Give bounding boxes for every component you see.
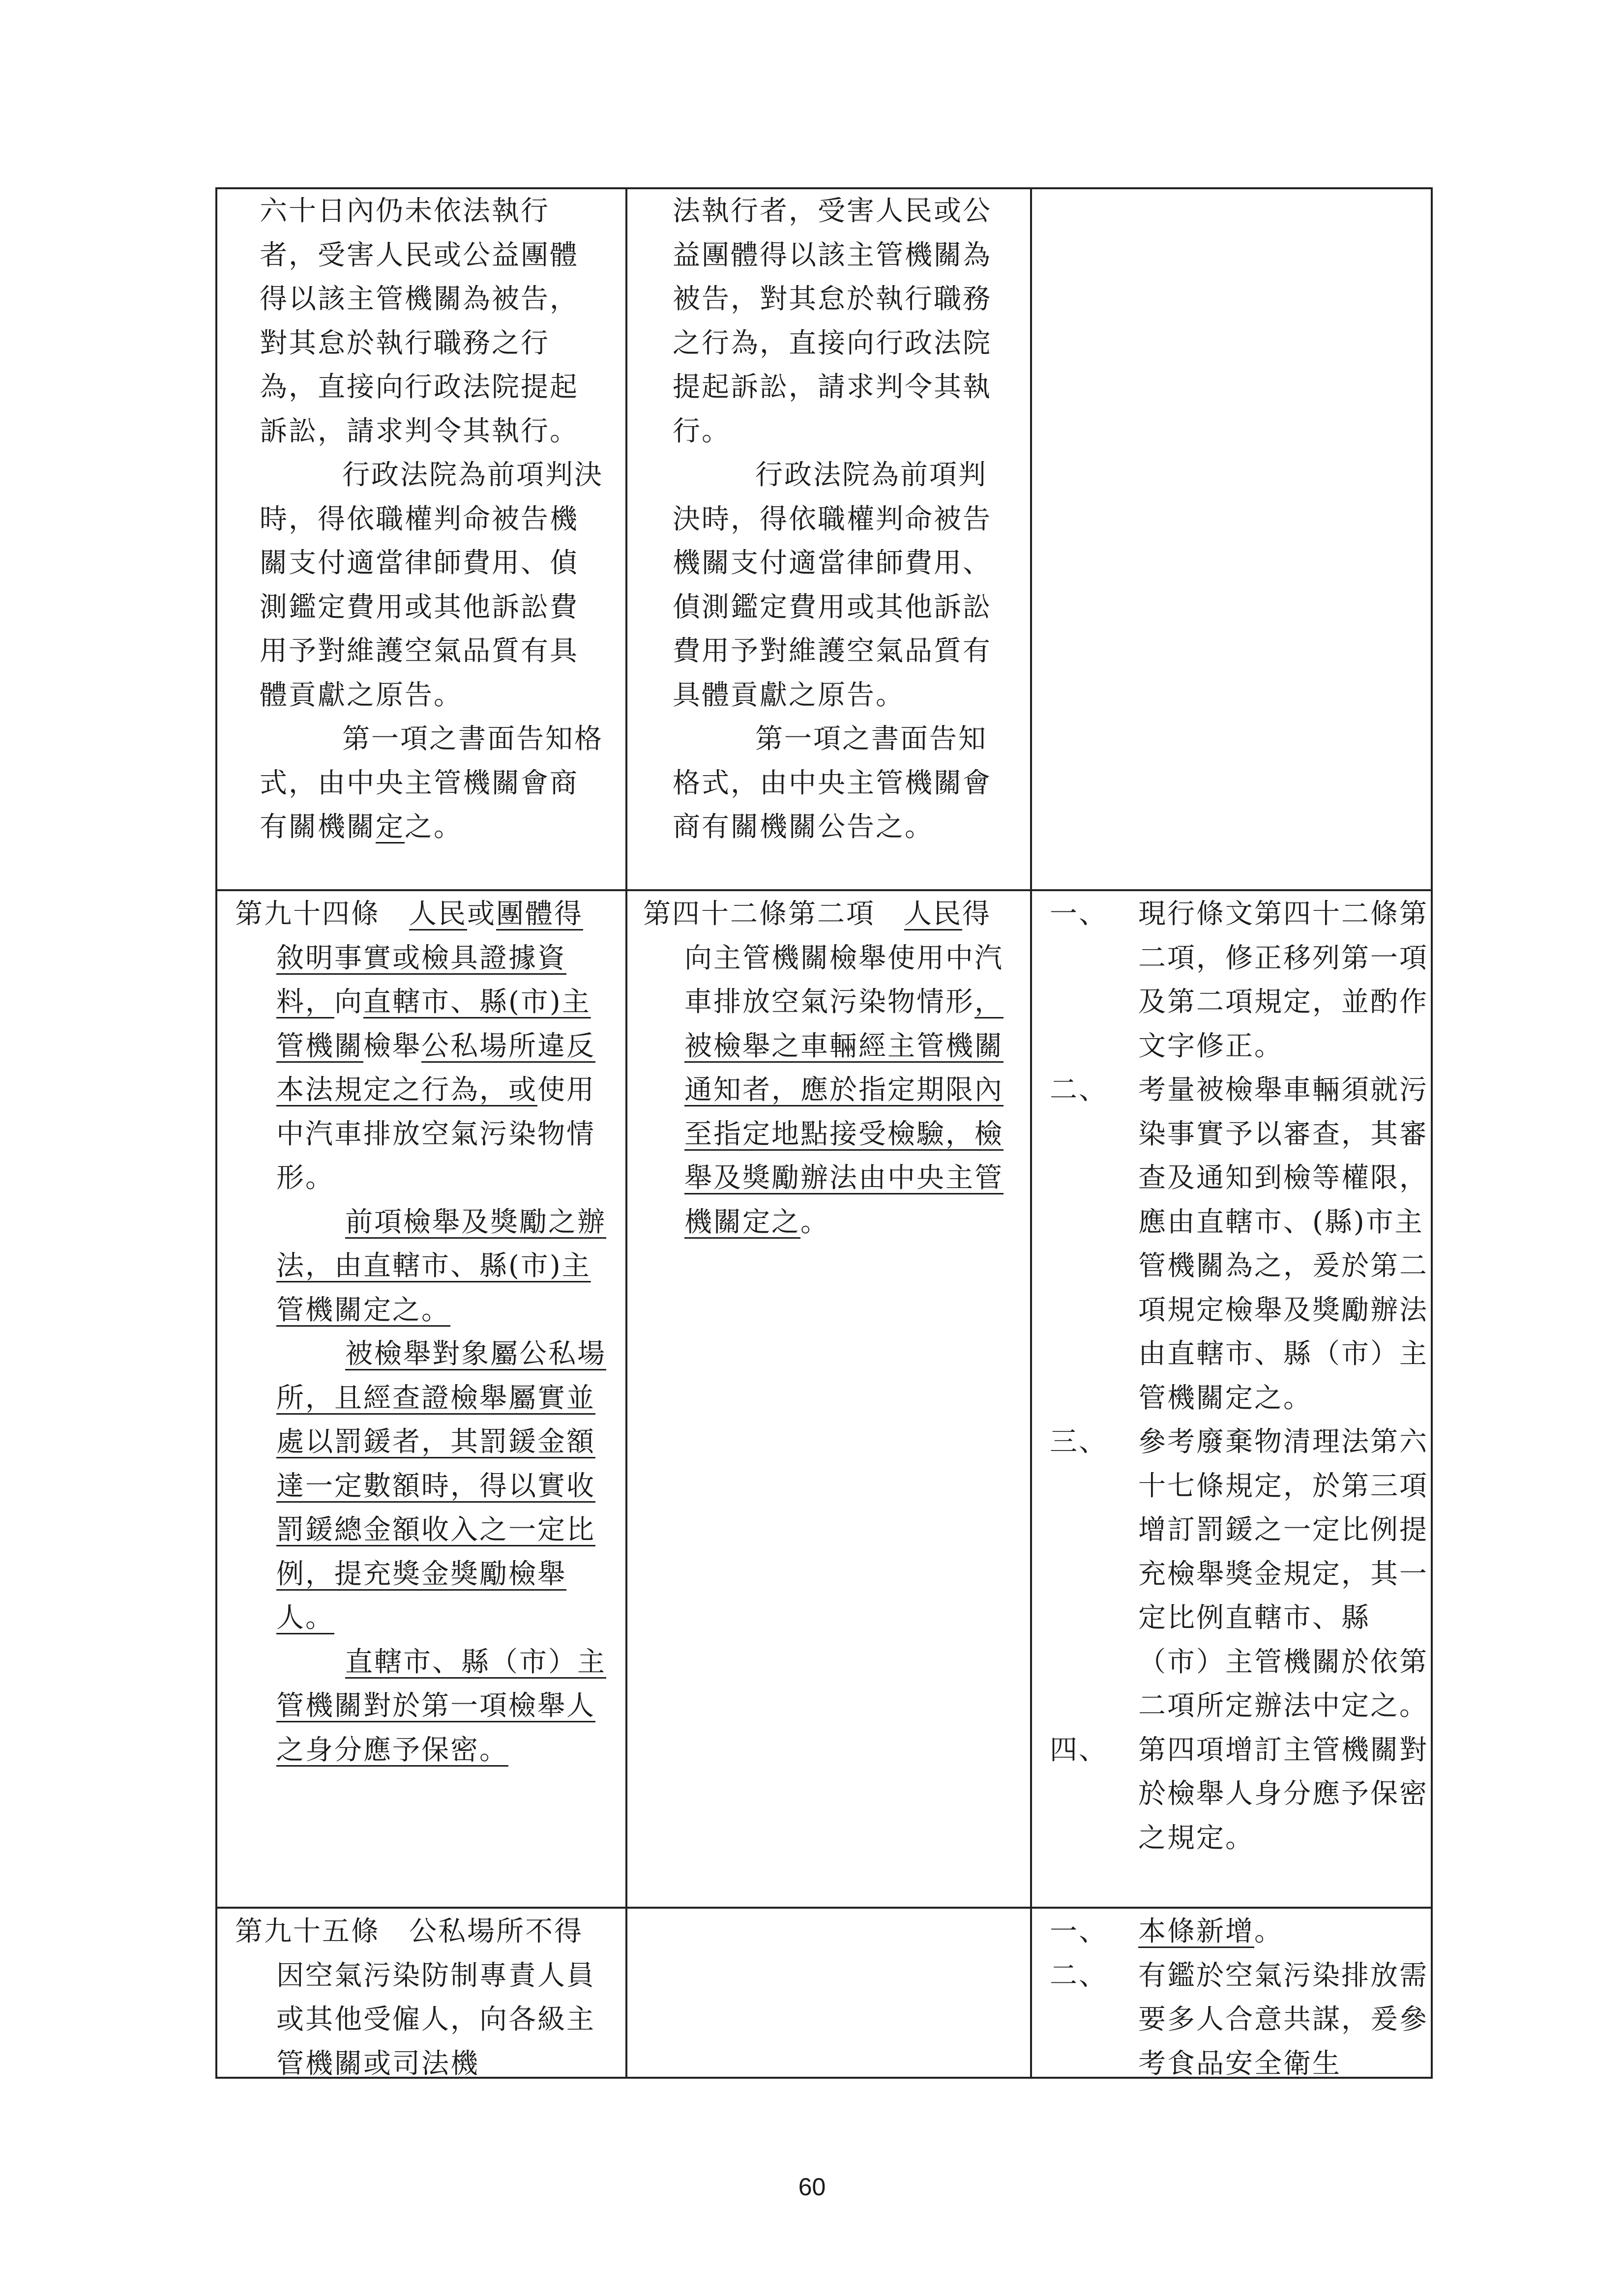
paragraph	[235, 1332, 609, 1640]
paragraph: 行政法院為前項判決時，得依職權判命被告機關支付適當律師費用、偵測鑑定費用或其他訴訟費用予對維護空氣品質有具體貢獻之原告。	[673, 459, 992, 711]
comparison-table	[215, 187, 1433, 2079]
row1-proposed-text	[260, 189, 604, 849]
paragraph	[235, 1640, 609, 1773]
row2-proposed-article	[235, 892, 609, 1772]
row3-proposed-article	[235, 1910, 609, 2086]
explanation-item	[1050, 892, 1428, 1068]
item-text: 考量被檢舉車輛須就污染事實予以審查，其審查及通知到檢等權限，應由直轄市、(縣)市主管機關為之，爰於第二項規定檢舉及獎勵辦法由直轄市、縣（市）主管機關定之。	[1138, 1074, 1428, 1414]
row2-current-article	[643, 892, 1017, 1244]
text: 或	[467, 898, 496, 930]
amended-text: 直轄市、縣(市)主管機關	[276, 986, 591, 1062]
paragraph	[260, 717, 604, 849]
explanation-item	[1050, 1728, 1428, 1860]
text: 第一項之書面告知格式，由中央主管機關會商有關機關	[260, 723, 603, 843]
item-number: 二、	[1050, 1074, 1108, 1106]
amended-text: 公私場所違反本法規定之行為，或	[276, 1030, 595, 1106]
text: 。	[1254, 1916, 1283, 1947]
item-number: 一、	[1050, 1916, 1108, 1947]
text: 檢舉	[363, 1030, 421, 1062]
paragraph: 六十日內仍未依法執行者，受害人民或公益團體得以該主管機關為被告，對其怠於執行職務之行為，直接向行政法院提起訴訟，請求判令其執行。	[260, 195, 579, 447]
item-text: 第四項增訂主管機關對於檢舉人身分應予保密之規定。	[1138, 1734, 1428, 1854]
amended-text: ，被檢舉之車輛經主管機關通知者，應於指定期限內至指定地點接受檢驗，檢舉及獎勵辦法由中央主管機關定之	[684, 986, 1004, 1238]
row3-explanation	[1050, 1910, 1428, 2086]
article-paragraph	[235, 1910, 609, 2086]
amended-text: 團體得敘明事實或檢具證據資料，	[276, 898, 583, 1018]
amended-text: 定	[376, 811, 405, 843]
amended-text: 本條新增	[1138, 1916, 1254, 1947]
explanation-item	[1050, 1910, 1428, 1954]
amended-text: 人民	[409, 898, 467, 930]
explanation-item	[1050, 1068, 1428, 1420]
amended-text: 被檢舉對象屬公私場所，且經查證檢舉屬實並處以罰鍰者，其罰鍰金額達一定數額時，得以實收罰鍰總金額收入之一定比例，提充獎金獎勵檢舉人。	[276, 1338, 606, 1634]
row1-current-text	[673, 189, 1007, 849]
explanation-item	[1050, 1954, 1428, 2086]
row2-explanation	[1050, 892, 1428, 1860]
paragraph: 行政法院為前項判決時，得依職權判命被告機關支付適當律師費用、偵測鑑定費用或其他訴訟費用予對維護空氣品質有具體貢獻之原告。	[260, 459, 603, 711]
column-divider-1	[625, 189, 627, 2077]
item-number: 三、	[1050, 1426, 1108, 1458]
article-number: 第九十四條	[235, 898, 380, 930]
amended-text: 前項檢舉及獎勵之辦法，由直轄市、縣(市)主管機關定之。	[276, 1206, 606, 1326]
article-paragraph	[235, 892, 609, 1200]
item-text: 有鑑於空氣污染排放需要多人合意共謀，爰參考食品安全衛生	[1138, 1959, 1428, 2080]
row-divider-1	[217, 889, 1431, 891]
item-text	[1138, 1910, 1428, 1954]
amended-text: 直轄市、縣（市）主管機關對於第一項檢舉人之身分應予保密。	[276, 1646, 606, 1766]
row-divider-2	[217, 1907, 1431, 1909]
article-number: 第九十五條	[235, 1916, 380, 1947]
item-number: 一、	[1050, 898, 1108, 930]
amended-text: 人民	[904, 898, 962, 930]
text: 使用中汽車排放空氣污染物情形。	[276, 1074, 595, 1194]
item-number: 二、	[1050, 1959, 1108, 1992]
paragraph	[235, 1200, 609, 1333]
paragraph: 第一項之書面告知格式，由中央主管機關會商有關機關公告之。	[673, 723, 992, 843]
column-divider-2	[1030, 189, 1032, 2077]
text: 之。	[405, 811, 463, 843]
text: 得向主管機關檢舉使用中汽車排放空氣污染物情形	[684, 898, 1004, 1018]
text: 向	[334, 986, 363, 1018]
explanation-item	[1050, 1420, 1428, 1728]
article-number: 第四十二條第二項	[643, 898, 875, 930]
text: 。	[800, 1206, 829, 1238]
text: 公私場所不得因空氣污染防制專責人員或其他受僱人，向各級主管機關或司法機	[276, 1916, 595, 2080]
paragraph: 法執行者，受害人民或公益團體得以該主管機關為被告，對其怠於執行職務之行為，直接向行政法院提起訴訟，請求判令其執行。	[673, 195, 992, 447]
page-number: 60	[798, 2173, 826, 2201]
article-paragraph	[643, 892, 1017, 1244]
item-text: 現行條文第四十二條第二項，修正移列第一項及第二項規定，並酌作文字修正。	[1138, 898, 1428, 1062]
item-text: 參考廢棄物清理法第六十七條規定，於第三項增訂罰鍰之一定比例提充檢舉獎金規定，其一定比例直轄市、縣（市）主管機關於依第二項所定辦法中定之。	[1138, 1426, 1428, 1722]
item-number: 四、	[1050, 1734, 1108, 1766]
